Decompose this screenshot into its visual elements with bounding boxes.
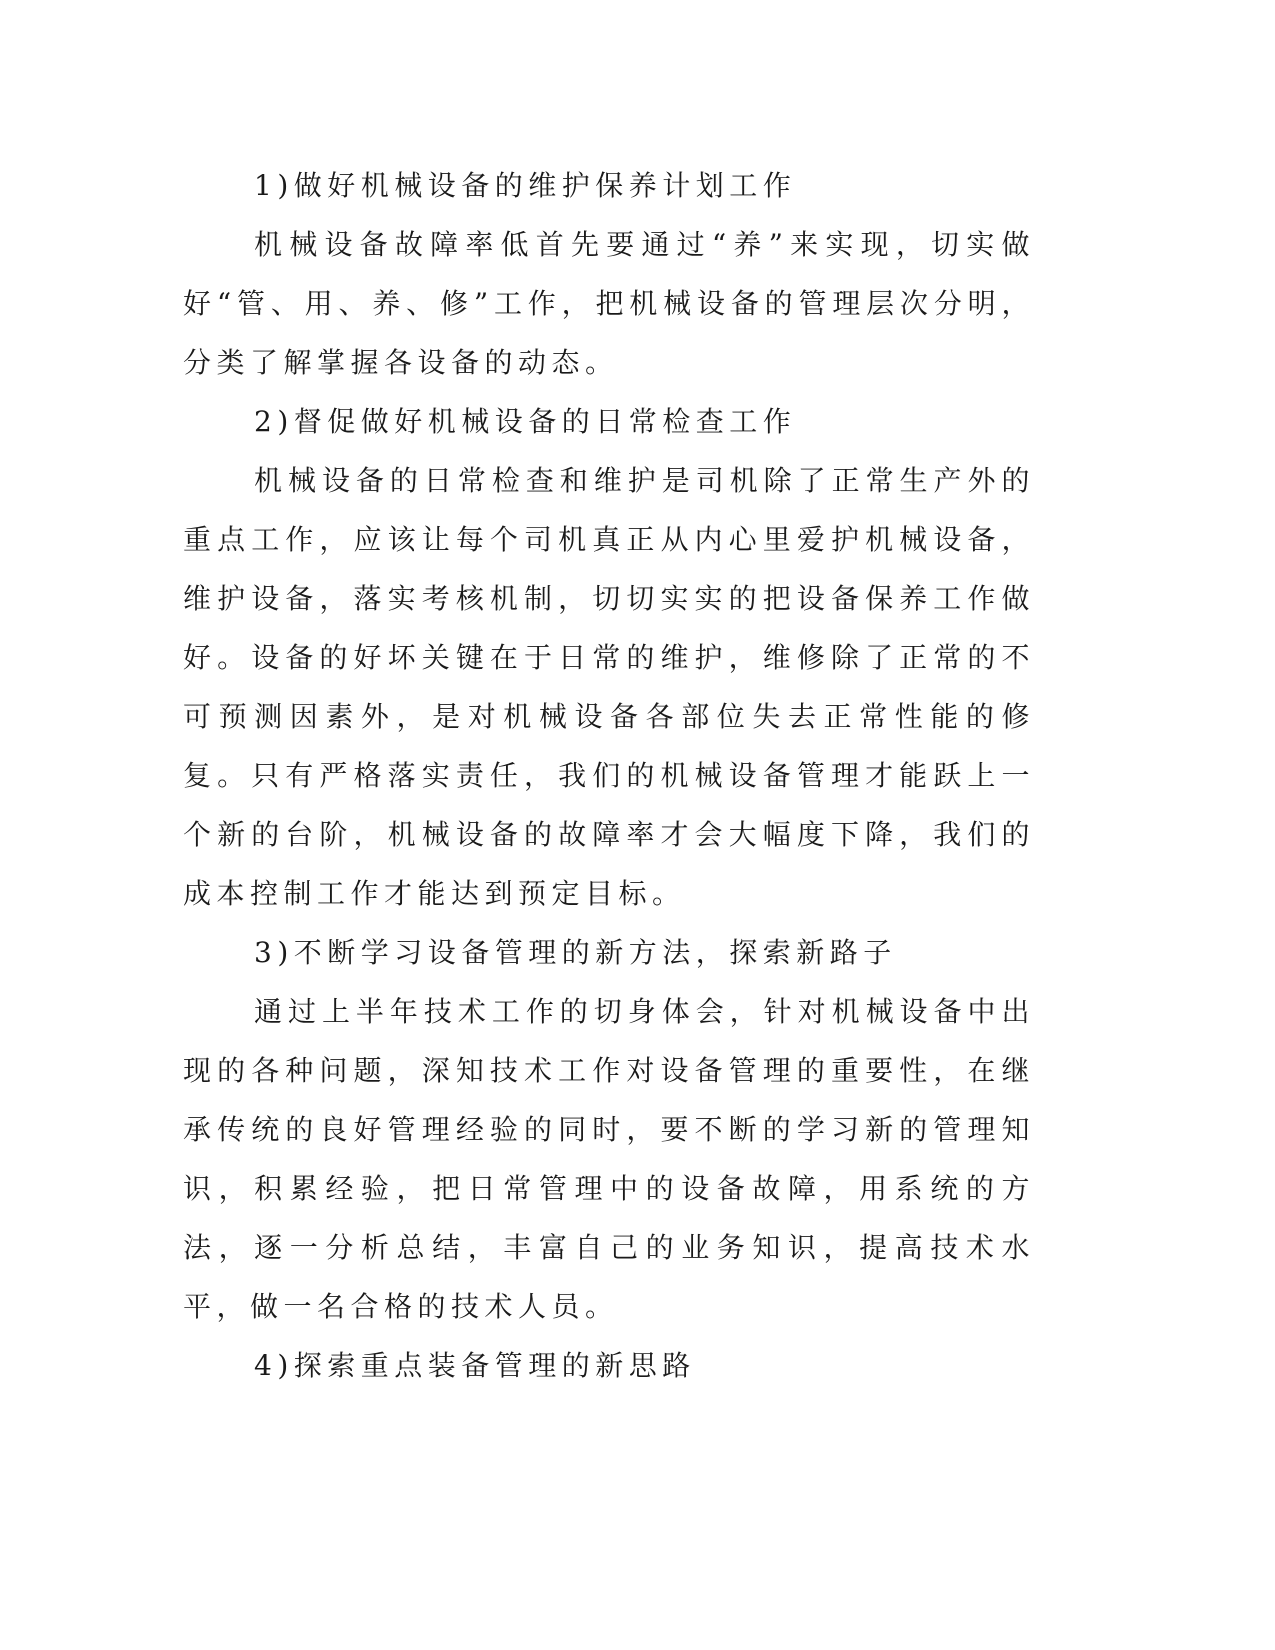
section-heading-3: 3)不断学习设备管理的新方法，探索新路子 <box>254 936 897 969</box>
body-paragraph-2: 机械设备的日常检查和维护是司机除了正常生产外的重点工作，应该让每个司机真正从内心里爱护机械设备，维护设备，落实考核机制，切切实实的把设备保养工作做好。设备的好坏关键在于日常的维护，维修除了正常的不可预测因素外，是对机械设备各部位失去正常性能的修复。只有严格落实责任，我们的机械设备管理才能跃上一个新的台阶，机械设备的故障率才会大幅度下降，我们的成本控制工作才能达到预定目标。 <box>183 464 1035 910</box>
body-paragraph-3: 通过上半年技术工作的切身体会，针对机械设备中出现的各种问题，深知技术工作对设备管理的重要性，在继承传统的良好管理经验的同时，要不断的学习新的管理知识，积累经验，把日常管理中的设备故障，用系统的方法，逐一分析总结，丰富自己的业务知识，提高技术水平，做一名合格的技术人员。 <box>183 995 1035 1323</box>
section-heading-1: 1)做好机械设备的维护保养计划工作 <box>254 169 797 202</box>
section-heading-2: 2)督促做好机械设备的日常检查工作 <box>254 405 797 438</box>
document-body <box>183 156 1035 1395</box>
body-paragraph-1: 机械设备故障率低首先要通过“养”来实现，切实做好“管、用、养、修”工作，把机械设备的管理层次分明，分类了解掌握各设备的动态。 <box>183 228 1035 379</box>
section-heading-4: 4)探索重点装备管理的新思路 <box>254 1349 696 1382</box>
